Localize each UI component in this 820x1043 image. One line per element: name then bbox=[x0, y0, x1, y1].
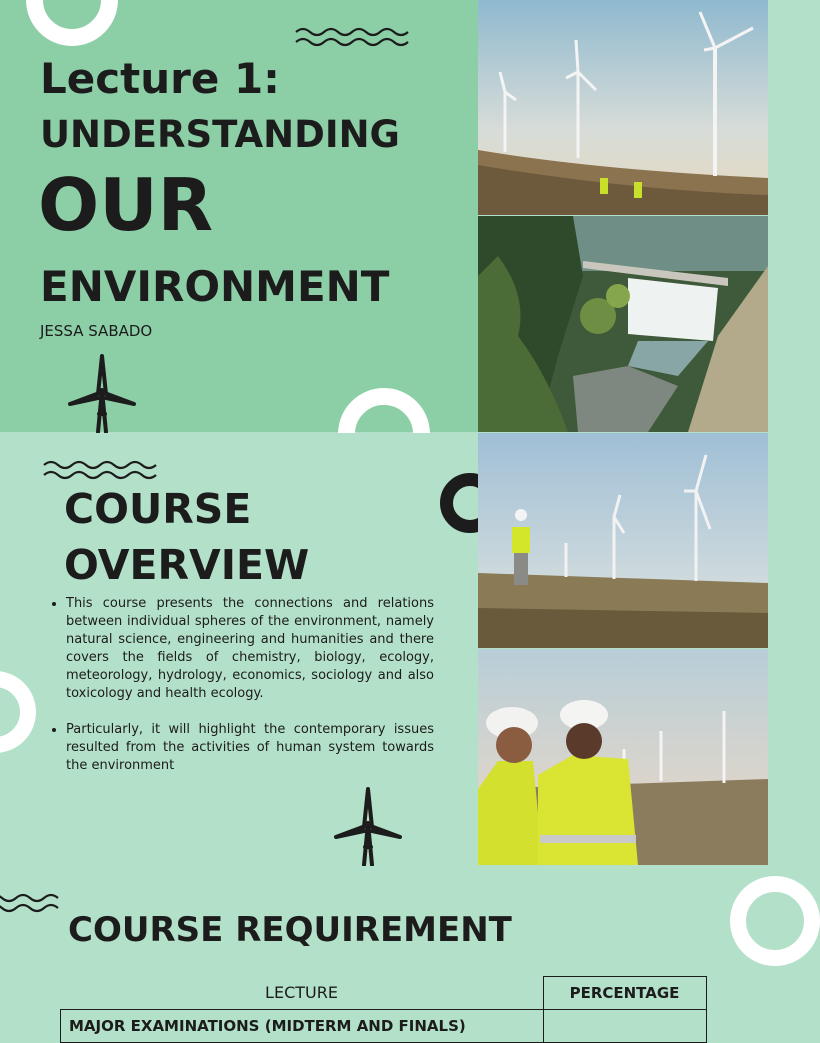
table-cell: MAJOR EXAMINATIONS (MIDTERM AND FINALS) bbox=[61, 1010, 544, 1043]
ring-decoration bbox=[26, 0, 118, 46]
wind-turbine-icon bbox=[66, 352, 138, 434]
table-header-row bbox=[61, 977, 707, 1010]
title-environment: ENVIRONMENT bbox=[40, 262, 390, 311]
ring-decoration bbox=[730, 876, 820, 966]
overview-bullets bbox=[48, 595, 434, 793]
bullet-item: • This course presents the connections and relations between individual spheres of the environment, namely natural science, engineering and humanities and there covers the fields of chemistry, biology, ecology, meteorology, hydrology, economics, sociology and also toxicology and health ecology. bbox=[66, 595, 434, 703]
wave-icon bbox=[294, 24, 408, 48]
wave-icon bbox=[42, 457, 156, 481]
wind-turbine-icon bbox=[332, 785, 404, 867]
title-slide bbox=[0, 0, 478, 432]
wave-icon bbox=[0, 890, 62, 914]
author-name: JESSA SABADO bbox=[40, 322, 153, 340]
table-cell bbox=[543, 1010, 706, 1043]
photo-engineers-hardhats bbox=[478, 649, 768, 865]
requirement-slide bbox=[0, 866, 768, 1035]
photo-wind-farm-workers bbox=[478, 0, 768, 215]
requirement-title: COURSE REQUIREMENT bbox=[68, 910, 512, 950]
photo-engineer-turbines bbox=[478, 433, 768, 648]
table-row bbox=[61, 1010, 707, 1043]
lecture-label: Lecture 1: bbox=[40, 54, 280, 103]
bullet-item: • Particularly, it will highlight the contemporary issues resulted from the activities of human system towards the environment bbox=[66, 721, 434, 775]
ring-decoration bbox=[0, 671, 36, 753]
photo-dam-waterfall bbox=[478, 216, 768, 432]
title-overview: OVERVIEW bbox=[64, 541, 310, 589]
title-our: OUR bbox=[38, 163, 214, 247]
table-header-cell: PERCENTAGE bbox=[543, 977, 706, 1010]
overview-slide bbox=[0, 433, 478, 865]
requirement-table bbox=[60, 976, 707, 1043]
table-header-cell: LECTURE bbox=[61, 977, 544, 1010]
title-course: COURSE bbox=[64, 485, 252, 533]
title-understanding: UNDERSTANDING bbox=[40, 113, 400, 156]
